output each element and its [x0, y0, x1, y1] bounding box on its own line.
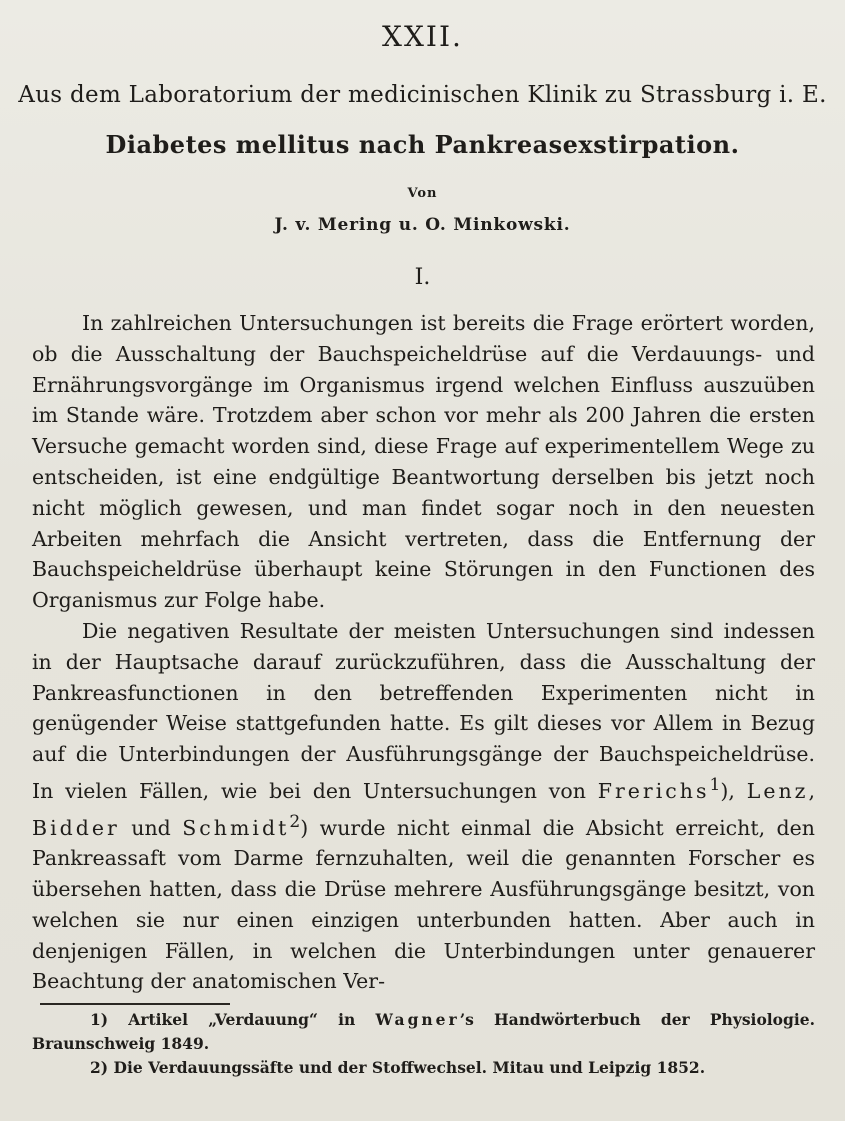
author-name-lenz: Lenz	[746, 778, 809, 803]
paragraph-1: In zahlreichen Untersuchungen ist bereits die Frage erörtert worden, ob die Ausschaltung der Bauchspeicheldrüse auf die Verdauungs- und Ernährungsvorgänge im Organismus irgend welchen Einfluss auszuüben im Stande wäre. Trotzdem aber schon vor mehr als 200 Jahren die ersten Versuche gemacht worden sind, diese Frage auf experimentellem Wege zu entscheiden, ist eine endgültige Beantwortung derselben bis jetzt noch nicht möglich gewesen, und man findet sogar noch in den neuesten Arbeiten mehrfach die Ansicht vertreten, dass die Entfernung der Bauchspeicheldrüse überhaupt keine Störungen in den Functionen des Organismus zur Folge habe.	[32, 311, 815, 613]
paragraph-2-text-a: Die negativen Resultate der meisten Untersuchungen sind indessen in der Hauptsache darauf zurückzuführen, dass die Ausschaltung der Pankreasfunctionen in den betreffenden Experimenten nicht in genügender Weise stattgefunden hatte. Es gilt dieses vor Allem in Bezug auf die Unterbindungen der Ausführungsgänge der Bauchspeicheldrüse. In vielen Fällen, wie bei den Untersuchungen von	[32, 618, 815, 803]
separator-2: ,	[808, 778, 815, 803]
article-body	[32, 308, 815, 997]
footnote-divider	[40, 1003, 230, 1005]
authors: J. v. Mering u. O. Minkowski.	[274, 215, 571, 235]
footnote-ref-2: 2	[289, 811, 301, 832]
article-title: Diabetes mellitus nach Pankreasexstirpation.	[105, 130, 740, 159]
footnote-1-text-a: 1) Artikel „Verdauung“ in	[90, 1010, 376, 1029]
separator-1: ),	[720, 778, 747, 803]
footnotes	[32, 1008, 815, 1080]
laboratory-origin: Aus dem Laboratorium der medicinischen Klinik zu Strassburg i. E.	[18, 82, 827, 108]
paragraph-2	[32, 616, 815, 997]
footnote-ref-1: 1	[709, 774, 721, 795]
footnote-1	[32, 1008, 815, 1056]
footnote-1-author: Wagner	[375, 1010, 460, 1029]
chapter-number: XXII.	[382, 20, 463, 53]
footnote-1-text-b: ’s Handwörterbuch der Physiologie. Braunschweig 1849.	[32, 1010, 815, 1053]
byline-von: Von	[407, 186, 438, 201]
author-name-frerichs: Frerichs	[597, 778, 710, 803]
author-name-schmidt: Schmidt	[182, 815, 290, 840]
paragraph-2-text-b: ) wurde nicht einmal die Absicht erreicht, den Pankreassaft vom Darme fernzuhalten, weil die genannten Forscher es übersehen hatten, dass die Drüse mehrere Ausführungsgänge besitzt, von welchen sie nur einen einzigen unterbunden hatten. Aber auch in denjenigen Fällen, in welchen die Unterbindungen unter genauerer Beachtung der anatomischen Ver-	[32, 815, 816, 994]
footnote-2: 2) Die Verdauungssäfte und der Stoffwechsel. Mitau und Leipzig 1852.	[90, 1058, 706, 1077]
section-number: I.	[414, 265, 431, 290]
separator-3: und	[119, 815, 183, 840]
author-name-bidder: Bidder	[32, 815, 120, 840]
